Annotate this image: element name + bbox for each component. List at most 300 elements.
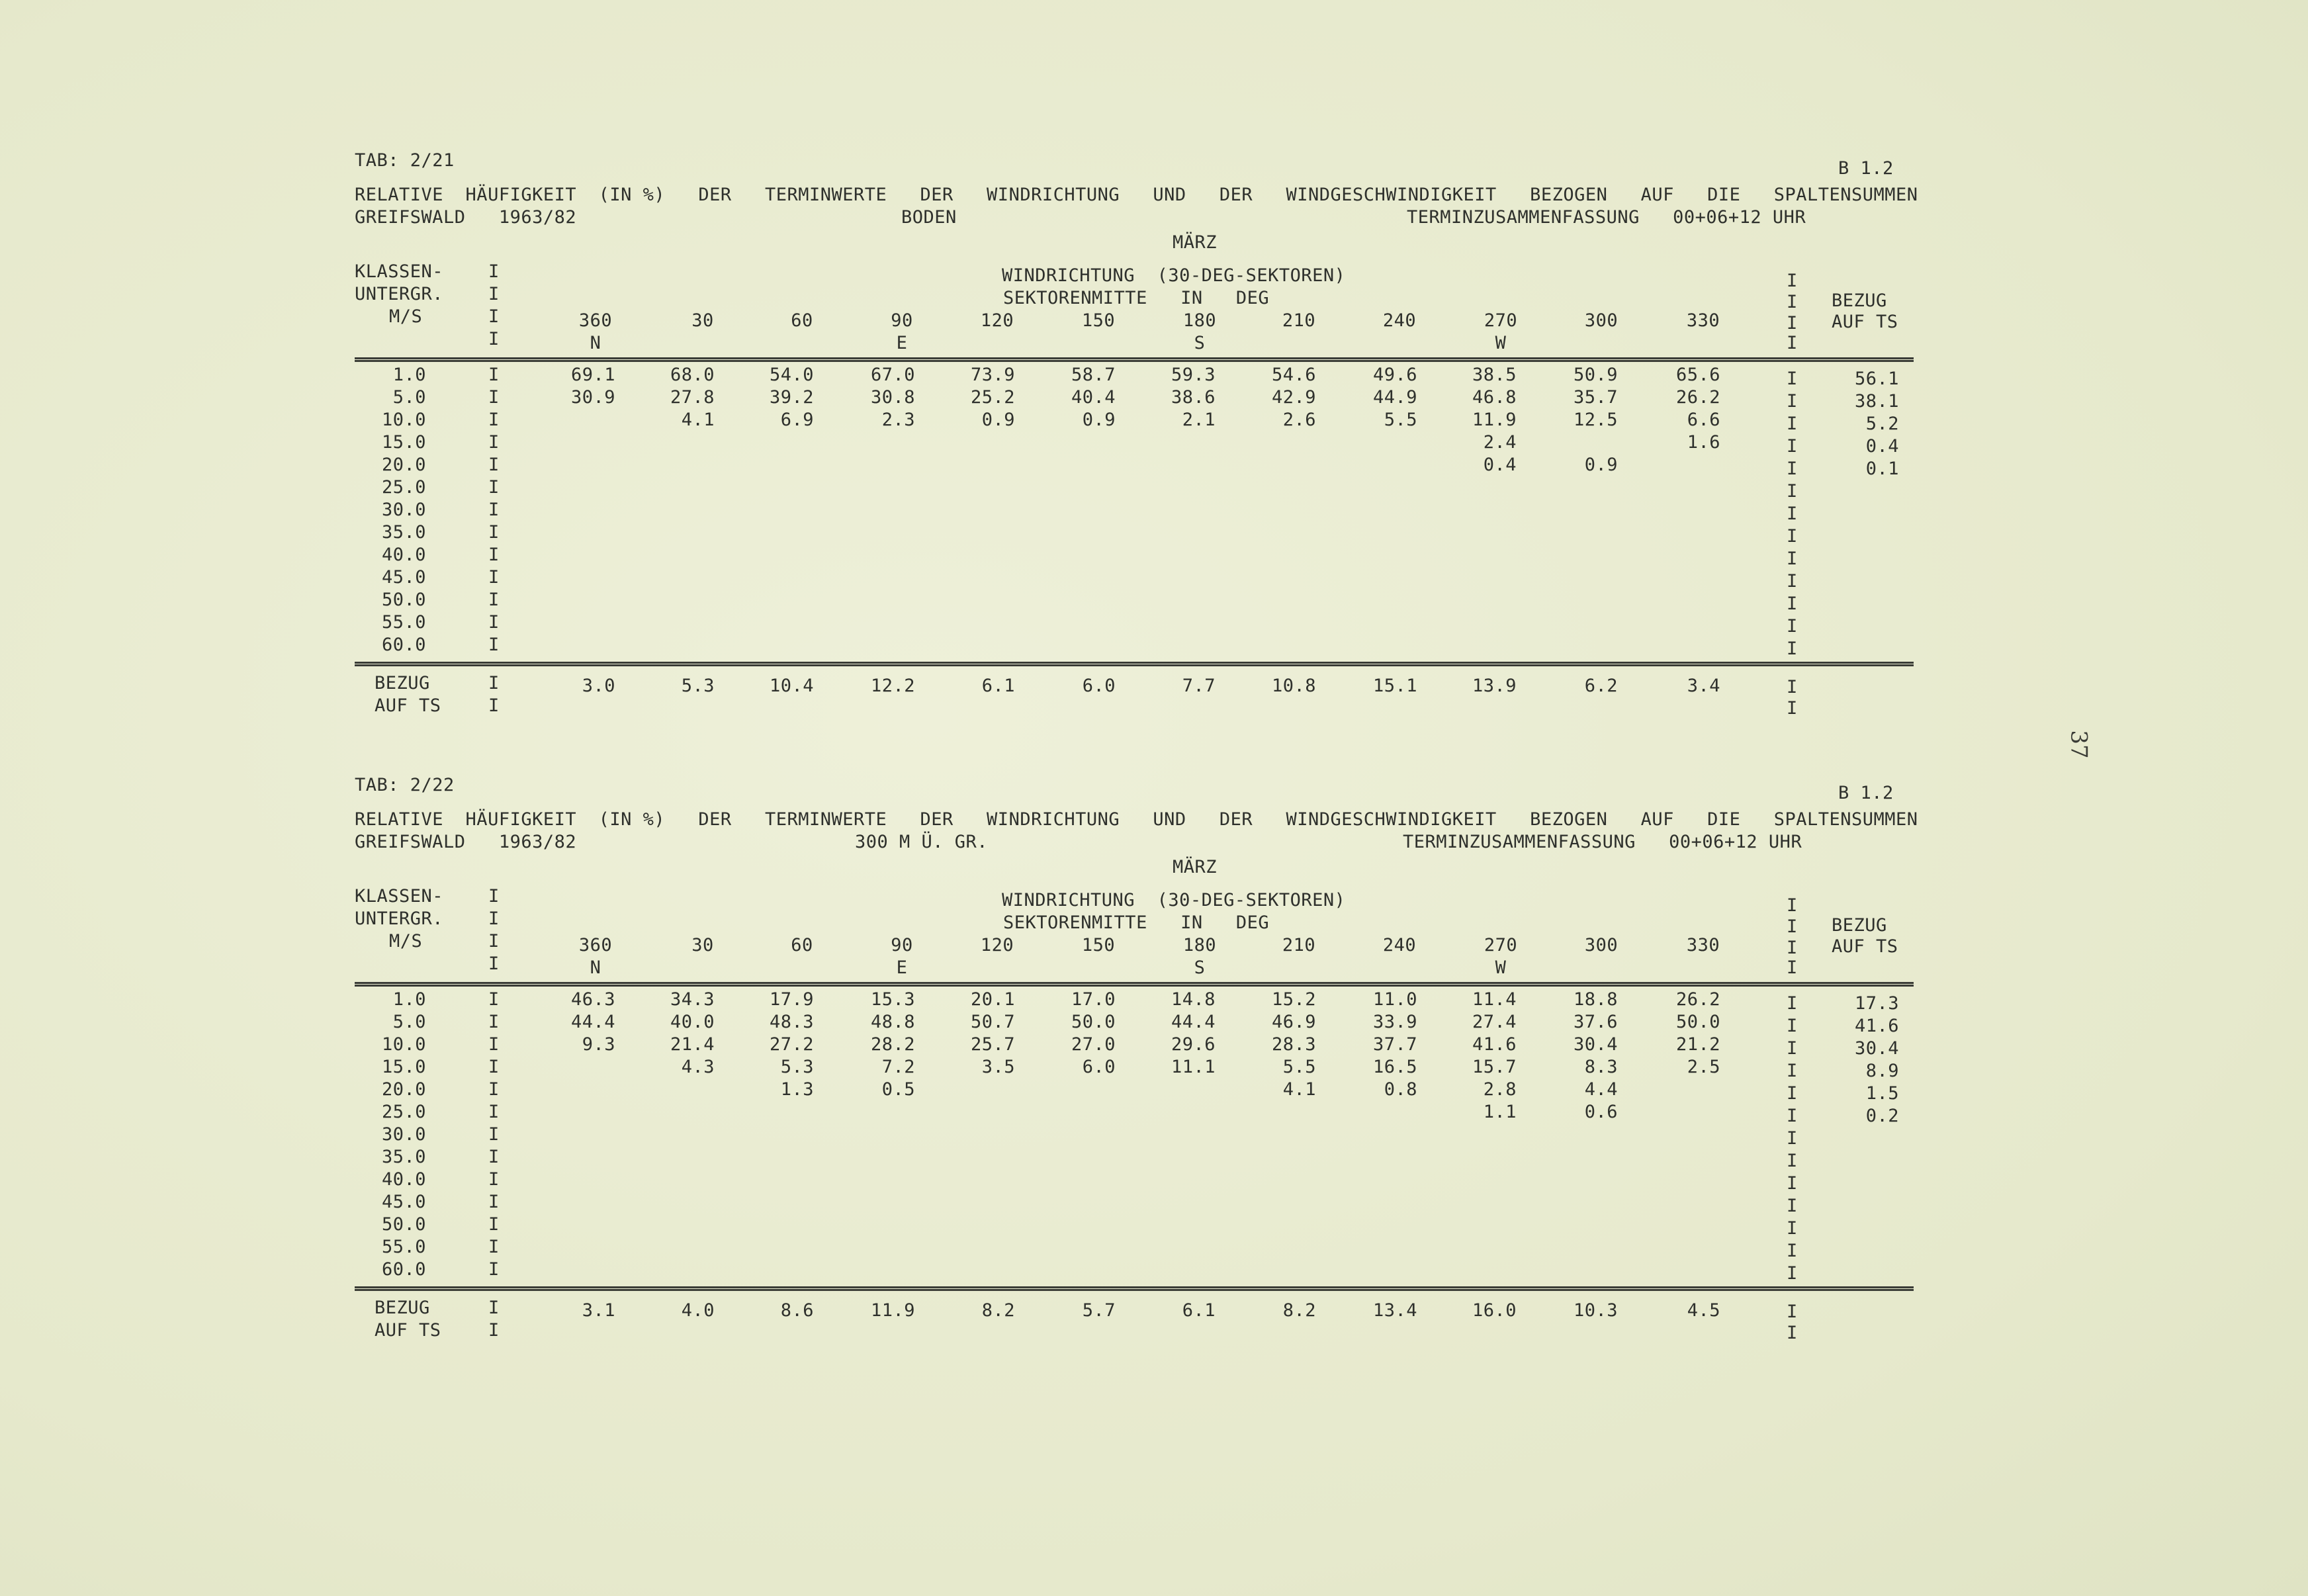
cell-value: 11.1 xyxy=(1171,1057,1216,1077)
column-separator: I xyxy=(488,1214,500,1235)
direction-header: 60 xyxy=(791,310,813,331)
term-summary: TERMINZUSAMMENFASSUNG 00+06+12 UHR xyxy=(1403,832,1802,852)
direction-header: 240 xyxy=(1382,935,1417,955)
column-separator: I xyxy=(1787,1151,1798,1171)
column-separator: I xyxy=(1787,481,1798,502)
column-separator: I xyxy=(1787,292,1798,312)
column-separator: I xyxy=(1787,1016,1798,1036)
column-separator: I xyxy=(1787,1106,1798,1126)
column-sum-value: 3.0 xyxy=(582,676,615,696)
cell-value: 3.5 xyxy=(981,1057,1015,1077)
cell-value: 65.6 xyxy=(1675,365,1720,385)
column-separator: I xyxy=(1787,526,1798,547)
cell-value: 12.5 xyxy=(1573,410,1618,430)
row-bezug-value: 1.5 xyxy=(1865,1083,1899,1104)
sektoren-header: SEKTORENMITTE IN DEG xyxy=(1003,288,1270,308)
cell-value: 34.3 xyxy=(670,989,715,1010)
column-separator: I xyxy=(488,1320,500,1341)
direction-header: 210 xyxy=(1282,935,1316,955)
cell-value: 46.9 xyxy=(1271,1012,1316,1032)
cell-value: 25.7 xyxy=(970,1034,1015,1055)
cell-value: 16.5 xyxy=(1372,1057,1417,1077)
cell-value: 21.2 xyxy=(1675,1034,1720,1055)
column-separator: I xyxy=(488,477,500,498)
cell-value: 26.2 xyxy=(1675,989,1720,1010)
klassen-header-3: M/S xyxy=(389,931,423,952)
column-separator: I xyxy=(488,365,500,385)
row-bezug-value: 8.9 xyxy=(1865,1061,1899,1081)
cell-value: 54.6 xyxy=(1271,365,1316,385)
class-value: 45.0 xyxy=(381,1192,426,1212)
cell-value: 50.0 xyxy=(1675,1012,1720,1032)
column-sum-value: 4.5 xyxy=(1687,1300,1720,1321)
cell-value: 38.5 xyxy=(1472,365,1517,385)
cell-value: 40.4 xyxy=(1071,387,1116,408)
cell-value: 27.0 xyxy=(1071,1034,1116,1055)
windrichtung-header: WINDRICHTUNG (30-DEG-SEKTOREN) xyxy=(1002,265,1346,286)
cell-value: 37.7 xyxy=(1372,1034,1417,1055)
bezug-header-2: AUF TS xyxy=(1832,936,1898,957)
cell-value: 2.4 xyxy=(1483,432,1517,453)
class-value: 60.0 xyxy=(381,635,426,655)
column-separator: I xyxy=(1787,571,1798,592)
column-separator: I xyxy=(1787,504,1798,524)
row-bezug-value: 5.2 xyxy=(1865,414,1899,434)
cell-value: 15.3 xyxy=(870,989,915,1010)
column-sum-value: 4.0 xyxy=(681,1300,715,1321)
column-separator: I xyxy=(488,1034,500,1055)
column-separator: I xyxy=(1787,1128,1798,1149)
table-number: TAB: 2/21 xyxy=(355,150,455,171)
column-separator: I xyxy=(1787,436,1798,457)
column-separator: I xyxy=(488,1259,500,1280)
column-separator: I xyxy=(488,1192,500,1212)
level-label: 300 M Ü. GR. xyxy=(855,832,989,852)
cell-value: 20.1 xyxy=(970,989,1015,1010)
class-value: 1.0 xyxy=(392,365,426,385)
cell-value: 2.6 xyxy=(1282,410,1316,430)
cell-value: 11.4 xyxy=(1472,989,1517,1010)
cell-value: 0.6 xyxy=(1584,1102,1618,1122)
klassen-header-1: KLASSEN- xyxy=(355,261,444,282)
compass-label: N xyxy=(590,333,601,353)
compass-label: N xyxy=(590,957,601,978)
cell-value: 2.3 xyxy=(881,410,915,430)
cell-value: 14.8 xyxy=(1171,989,1216,1010)
column-sum-value: 7.7 xyxy=(1182,676,1216,696)
column-separator: I xyxy=(1787,594,1798,614)
cell-value: 4.3 xyxy=(681,1057,715,1077)
direction-header: 300 xyxy=(1584,935,1619,955)
column-separator: I xyxy=(1787,677,1798,697)
direction-header: 30 xyxy=(691,935,714,955)
cell-value: 40.0 xyxy=(670,1012,715,1032)
column-separator: I xyxy=(1787,391,1798,412)
column-separator: I xyxy=(488,1057,500,1077)
station-label: GREIFSWALD 1963/82 xyxy=(355,207,577,228)
column-separator: I xyxy=(1787,1173,1798,1194)
cell-value: 17.0 xyxy=(1071,989,1116,1010)
column-separator: I xyxy=(1787,459,1798,479)
klassen-header-2: UNTERGR. xyxy=(355,909,444,929)
cell-value: 21.4 xyxy=(670,1034,715,1055)
row-bezug-value: 0.4 xyxy=(1865,436,1899,457)
direction-header: 330 xyxy=(1686,310,1720,331)
column-separator: I xyxy=(1787,1218,1798,1239)
table-title: RELATIVE HÄUFIGKEIT (IN %) DER TERMINWERTE DER WINDRICHTUNG UND DER WINDGESCHWINDIGKEIT BEZOGEN AUF DIE SPALTENSUMMEN xyxy=(355,185,1918,205)
column-separator: I xyxy=(1787,271,1798,291)
compass-label: S xyxy=(1194,333,1206,353)
header-rule xyxy=(355,982,1914,984)
column-separator: I xyxy=(488,500,500,520)
cell-value: 44.4 xyxy=(1171,1012,1216,1032)
column-sum-value: 10.8 xyxy=(1271,676,1316,696)
table-number: TAB: 2/22 xyxy=(355,775,455,795)
compass-label: W xyxy=(1495,333,1507,353)
column-separator: I xyxy=(488,1147,500,1167)
cell-value: 5.3 xyxy=(780,1057,814,1077)
row-bezug-value: 0.2 xyxy=(1865,1106,1899,1126)
direction-header: 90 xyxy=(891,935,913,955)
class-value: 60.0 xyxy=(381,1259,426,1280)
bezug-header-2: AUF TS xyxy=(1832,312,1898,332)
direction-header: 150 xyxy=(1081,310,1116,331)
column-sum-value: 10.3 xyxy=(1573,1300,1618,1321)
cell-value: 49.6 xyxy=(1372,365,1417,385)
column-separator: I xyxy=(488,1124,500,1145)
row-bezug-value: 41.6 xyxy=(1854,1016,1899,1036)
column-separator: I xyxy=(488,953,500,974)
direction-header: 300 xyxy=(1584,310,1619,331)
cell-value: 73.9 xyxy=(970,365,1015,385)
cell-value: 58.7 xyxy=(1071,365,1116,385)
column-separator: I xyxy=(488,1079,500,1100)
column-separator: I xyxy=(1787,957,1798,978)
direction-header: 150 xyxy=(1081,935,1116,955)
cell-value: 2.5 xyxy=(1687,1057,1720,1077)
station-label: GREIFSWALD 1963/82 xyxy=(355,832,577,852)
direction-header: 120 xyxy=(980,935,1014,955)
class-value: 25.0 xyxy=(381,1102,426,1122)
column-separator: I xyxy=(488,545,500,565)
class-value: 55.0 xyxy=(381,1237,426,1257)
cell-value: 44.4 xyxy=(570,1012,615,1032)
cell-value: 25.2 xyxy=(970,387,1015,408)
cell-value: 29.6 xyxy=(1171,1034,1216,1055)
direction-header: 330 xyxy=(1686,935,1720,955)
column-separator: I xyxy=(1787,698,1798,719)
class-value: 20.0 xyxy=(381,1079,426,1100)
direction-header: 240 xyxy=(1382,310,1417,331)
column-separator: I xyxy=(488,410,500,430)
cell-value: 67.0 xyxy=(870,365,915,385)
class-value: 1.0 xyxy=(392,989,426,1010)
column-separator: I xyxy=(488,284,500,304)
column-separator: I xyxy=(488,1012,500,1032)
column-separator: I xyxy=(1787,1302,1798,1322)
cell-value: 0.4 xyxy=(1483,455,1517,475)
cell-value: 6.6 xyxy=(1687,410,1720,430)
column-separator: I xyxy=(488,432,500,453)
column-separator: I xyxy=(488,387,500,408)
column-separator: I xyxy=(1787,1083,1798,1104)
column-sum-value: 12.2 xyxy=(870,676,915,696)
windrichtung-header: WINDRICHTUNG (30-DEG-SEKTOREN) xyxy=(1002,890,1346,910)
cell-value: 15.7 xyxy=(1472,1057,1517,1077)
cell-value: 5.5 xyxy=(1384,410,1417,430)
column-sum-value: 3.1 xyxy=(582,1300,615,1321)
bezug-row-label-2: AUF TS xyxy=(375,695,441,716)
column-separator: I xyxy=(488,306,500,327)
column-separator: I xyxy=(1787,549,1798,569)
column-separator: I xyxy=(1787,1038,1798,1059)
column-sum-value: 13.9 xyxy=(1472,676,1517,696)
cell-value: 17.9 xyxy=(769,989,814,1010)
cell-value: 44.9 xyxy=(1372,387,1417,408)
direction-header: 30 xyxy=(691,310,714,331)
cell-value: 15.2 xyxy=(1271,989,1316,1010)
compass-label: E xyxy=(896,333,908,353)
footer-rule xyxy=(355,662,1914,664)
bezug-row-label-1: BEZUG xyxy=(375,1298,430,1318)
column-sum-value: 6.2 xyxy=(1584,676,1618,696)
class-value: 50.0 xyxy=(381,590,426,610)
cell-value: 28.3 xyxy=(1271,1034,1316,1055)
cell-value: 2.8 xyxy=(1483,1079,1517,1100)
cell-value: 0.9 xyxy=(1584,455,1618,475)
cell-value: 0.5 xyxy=(881,1079,915,1100)
table-title: RELATIVE HÄUFIGKEIT (IN %) DER TERMINWERTE DER WINDRICHTUNG UND DER WINDGESCHWINDIGKEIT BEZOGEN AUF DIE SPALTENSUMMEN xyxy=(355,809,1918,830)
cell-value: 11.0 xyxy=(1372,989,1417,1010)
cell-value: 0.8 xyxy=(1384,1079,1417,1100)
column-separator: I xyxy=(1787,1196,1798,1216)
column-separator: I xyxy=(1787,895,1798,916)
cell-value: 4.1 xyxy=(681,410,715,430)
cell-value: 9.3 xyxy=(582,1034,615,1055)
class-value: 25.0 xyxy=(381,477,426,498)
column-separator: I xyxy=(488,261,500,282)
column-separator: I xyxy=(488,931,500,952)
column-separator: I xyxy=(1787,333,1798,353)
cell-value: 30.4 xyxy=(1573,1034,1618,1055)
column-sum-value: 6.0 xyxy=(1082,676,1116,696)
column-separator: I xyxy=(488,522,500,543)
row-bezug-value: 30.4 xyxy=(1854,1038,1899,1059)
column-separator: I xyxy=(488,673,500,693)
bezug-header-1: BEZUG xyxy=(1832,290,1887,311)
column-separator: I xyxy=(488,455,500,475)
direction-header: 120 xyxy=(980,310,1014,331)
level-label: BODEN xyxy=(901,207,957,228)
column-separator: I xyxy=(488,1237,500,1257)
column-separator: I xyxy=(488,886,500,907)
page-number: 37 xyxy=(2065,730,2092,759)
cell-value: 2.1 xyxy=(1182,410,1216,430)
cell-value: 26.2 xyxy=(1675,387,1720,408)
class-value: 30.0 xyxy=(381,500,426,520)
cell-value: 27.4 xyxy=(1472,1012,1517,1032)
column-separator: I xyxy=(1787,639,1798,659)
column-separator: I xyxy=(1787,938,1798,958)
cell-value: 46.3 xyxy=(570,989,615,1010)
column-sum-value: 6.1 xyxy=(1182,1300,1216,1321)
cell-value: 35.7 xyxy=(1573,387,1618,408)
column-sum-value: 10.4 xyxy=(769,676,814,696)
class-value: 15.0 xyxy=(381,1057,426,1077)
cell-value: 50.9 xyxy=(1573,365,1618,385)
direction-header: 90 xyxy=(891,310,913,331)
cell-value: 69.1 xyxy=(570,365,615,385)
sektoren-header: SEKTORENMITTE IN DEG xyxy=(1003,912,1270,933)
term-summary: TERMINZUSAMMENFASSUNG 00+06+12 UHR xyxy=(1407,207,1806,228)
cell-value: 18.8 xyxy=(1573,989,1618,1010)
column-separator: I xyxy=(488,635,500,655)
bezug-row-label-2: AUF TS xyxy=(375,1320,441,1341)
compass-label: S xyxy=(1194,957,1206,978)
table-code: B 1.2 xyxy=(1838,158,1894,179)
column-separator: I xyxy=(1787,993,1798,1014)
class-value: 5.0 xyxy=(392,387,426,408)
column-sum-value: 11.9 xyxy=(870,1300,915,1321)
cell-value: 46.8 xyxy=(1472,387,1517,408)
class-value: 45.0 xyxy=(381,567,426,588)
column-separator: I xyxy=(488,1102,500,1122)
column-separator: I xyxy=(488,695,500,716)
column-sum-value: 8.2 xyxy=(981,1300,1015,1321)
header-rule xyxy=(355,357,1914,359)
column-separator: I xyxy=(488,989,500,1010)
cell-value: 7.2 xyxy=(881,1057,915,1077)
bezug-row-label-1: BEZUG xyxy=(375,673,430,693)
column-sum-value: 3.4 xyxy=(1687,676,1720,696)
class-value: 10.0 xyxy=(381,410,426,430)
direction-header: 210 xyxy=(1282,310,1316,331)
row-bezug-value: 56.1 xyxy=(1854,369,1899,389)
class-value: 35.0 xyxy=(381,1147,426,1167)
column-separator: I xyxy=(1787,1323,1798,1343)
cell-value: 8.3 xyxy=(1584,1057,1618,1077)
cell-value: 1.1 xyxy=(1483,1102,1517,1122)
class-value: 35.0 xyxy=(381,522,426,543)
month-label: MÄRZ xyxy=(1173,232,1218,253)
cell-value: 41.6 xyxy=(1472,1034,1517,1055)
klassen-header-3: M/S xyxy=(389,306,423,327)
cell-value: 30.9 xyxy=(570,387,615,408)
cell-value: 38.6 xyxy=(1171,387,1216,408)
cell-value: 0.9 xyxy=(1082,410,1116,430)
column-sum-value: 5.3 xyxy=(681,676,715,696)
cell-value: 68.0 xyxy=(670,365,715,385)
cell-value: 4.4 xyxy=(1584,1079,1618,1100)
column-separator: I xyxy=(488,567,500,588)
row-bezug-value: 17.3 xyxy=(1854,993,1899,1014)
cell-value: 42.9 xyxy=(1271,387,1316,408)
column-separator: I xyxy=(1787,1061,1798,1081)
cell-value: 0.9 xyxy=(981,410,1015,430)
direction-header: 270 xyxy=(1484,310,1518,331)
cell-value: 54.0 xyxy=(769,365,814,385)
column-separator: I xyxy=(1787,313,1798,333)
class-value: 40.0 xyxy=(381,1169,426,1190)
cell-value: 48.3 xyxy=(769,1012,814,1032)
column-separator: I xyxy=(488,329,500,349)
cell-value: 59.3 xyxy=(1171,365,1216,385)
column-separator: I xyxy=(488,612,500,633)
column-sum-value: 5.7 xyxy=(1082,1300,1116,1321)
compass-label: W xyxy=(1495,957,1507,978)
direction-header: 180 xyxy=(1182,310,1217,331)
row-bezug-value: 0.1 xyxy=(1865,459,1899,479)
direction-header: 180 xyxy=(1182,935,1217,955)
column-separator: I xyxy=(1787,1263,1798,1284)
column-sum-value: 15.1 xyxy=(1372,676,1417,696)
column-sum-value: 16.0 xyxy=(1472,1300,1517,1321)
direction-header: 360 xyxy=(578,935,613,955)
cell-value: 48.8 xyxy=(870,1012,915,1032)
bezug-header-1: BEZUG xyxy=(1832,915,1887,936)
column-separator: I xyxy=(1787,414,1798,434)
column-separator: I xyxy=(488,1169,500,1190)
cell-value: 1.6 xyxy=(1687,432,1720,453)
cell-value: 27.8 xyxy=(670,387,715,408)
column-separator: I xyxy=(488,1298,500,1318)
klassen-header-2: UNTERGR. xyxy=(355,284,444,304)
class-value: 40.0 xyxy=(381,545,426,565)
column-sum-value: 8.2 xyxy=(1282,1300,1316,1321)
direction-header: 270 xyxy=(1484,935,1518,955)
class-value: 5.0 xyxy=(392,1012,426,1032)
table-code: B 1.2 xyxy=(1838,783,1894,803)
month-label: MÄRZ xyxy=(1173,857,1218,877)
class-value: 30.0 xyxy=(381,1124,426,1145)
cell-value: 6.9 xyxy=(780,410,814,430)
class-value: 55.0 xyxy=(381,612,426,633)
cell-value: 4.1 xyxy=(1282,1079,1316,1100)
cell-value: 27.2 xyxy=(769,1034,814,1055)
column-sum-value: 6.1 xyxy=(981,676,1015,696)
direction-header: 60 xyxy=(791,935,813,955)
column-sum-value: 13.4 xyxy=(1372,1300,1417,1321)
cell-value: 6.0 xyxy=(1082,1057,1116,1077)
cell-value: 5.5 xyxy=(1282,1057,1316,1077)
cell-value: 39.2 xyxy=(769,387,814,408)
class-value: 20.0 xyxy=(381,455,426,475)
row-bezug-value: 38.1 xyxy=(1854,391,1899,412)
compass-label: E xyxy=(896,957,908,978)
cell-value: 28.2 xyxy=(870,1034,915,1055)
cell-value: 33.9 xyxy=(1372,1012,1417,1032)
footer-rule xyxy=(355,1286,1914,1288)
cell-value: 1.3 xyxy=(780,1079,814,1100)
cell-value: 50.7 xyxy=(970,1012,1015,1032)
column-separator: I xyxy=(1787,369,1798,389)
cell-value: 30.8 xyxy=(870,387,915,408)
cell-value: 50.0 xyxy=(1071,1012,1116,1032)
column-separator: I xyxy=(488,590,500,610)
class-value: 10.0 xyxy=(381,1034,426,1055)
column-sum-value: 8.6 xyxy=(780,1300,814,1321)
column-separator: I xyxy=(1787,616,1798,637)
cell-value: 37.6 xyxy=(1573,1012,1618,1032)
column-separator: I xyxy=(1787,916,1798,937)
class-value: 50.0 xyxy=(381,1214,426,1235)
class-value: 15.0 xyxy=(381,432,426,453)
direction-header: 360 xyxy=(578,310,613,331)
column-separator: I xyxy=(1787,1241,1798,1261)
klassen-header-1: KLASSEN- xyxy=(355,886,444,907)
cell-value: 11.9 xyxy=(1472,410,1517,430)
column-separator: I xyxy=(488,909,500,929)
